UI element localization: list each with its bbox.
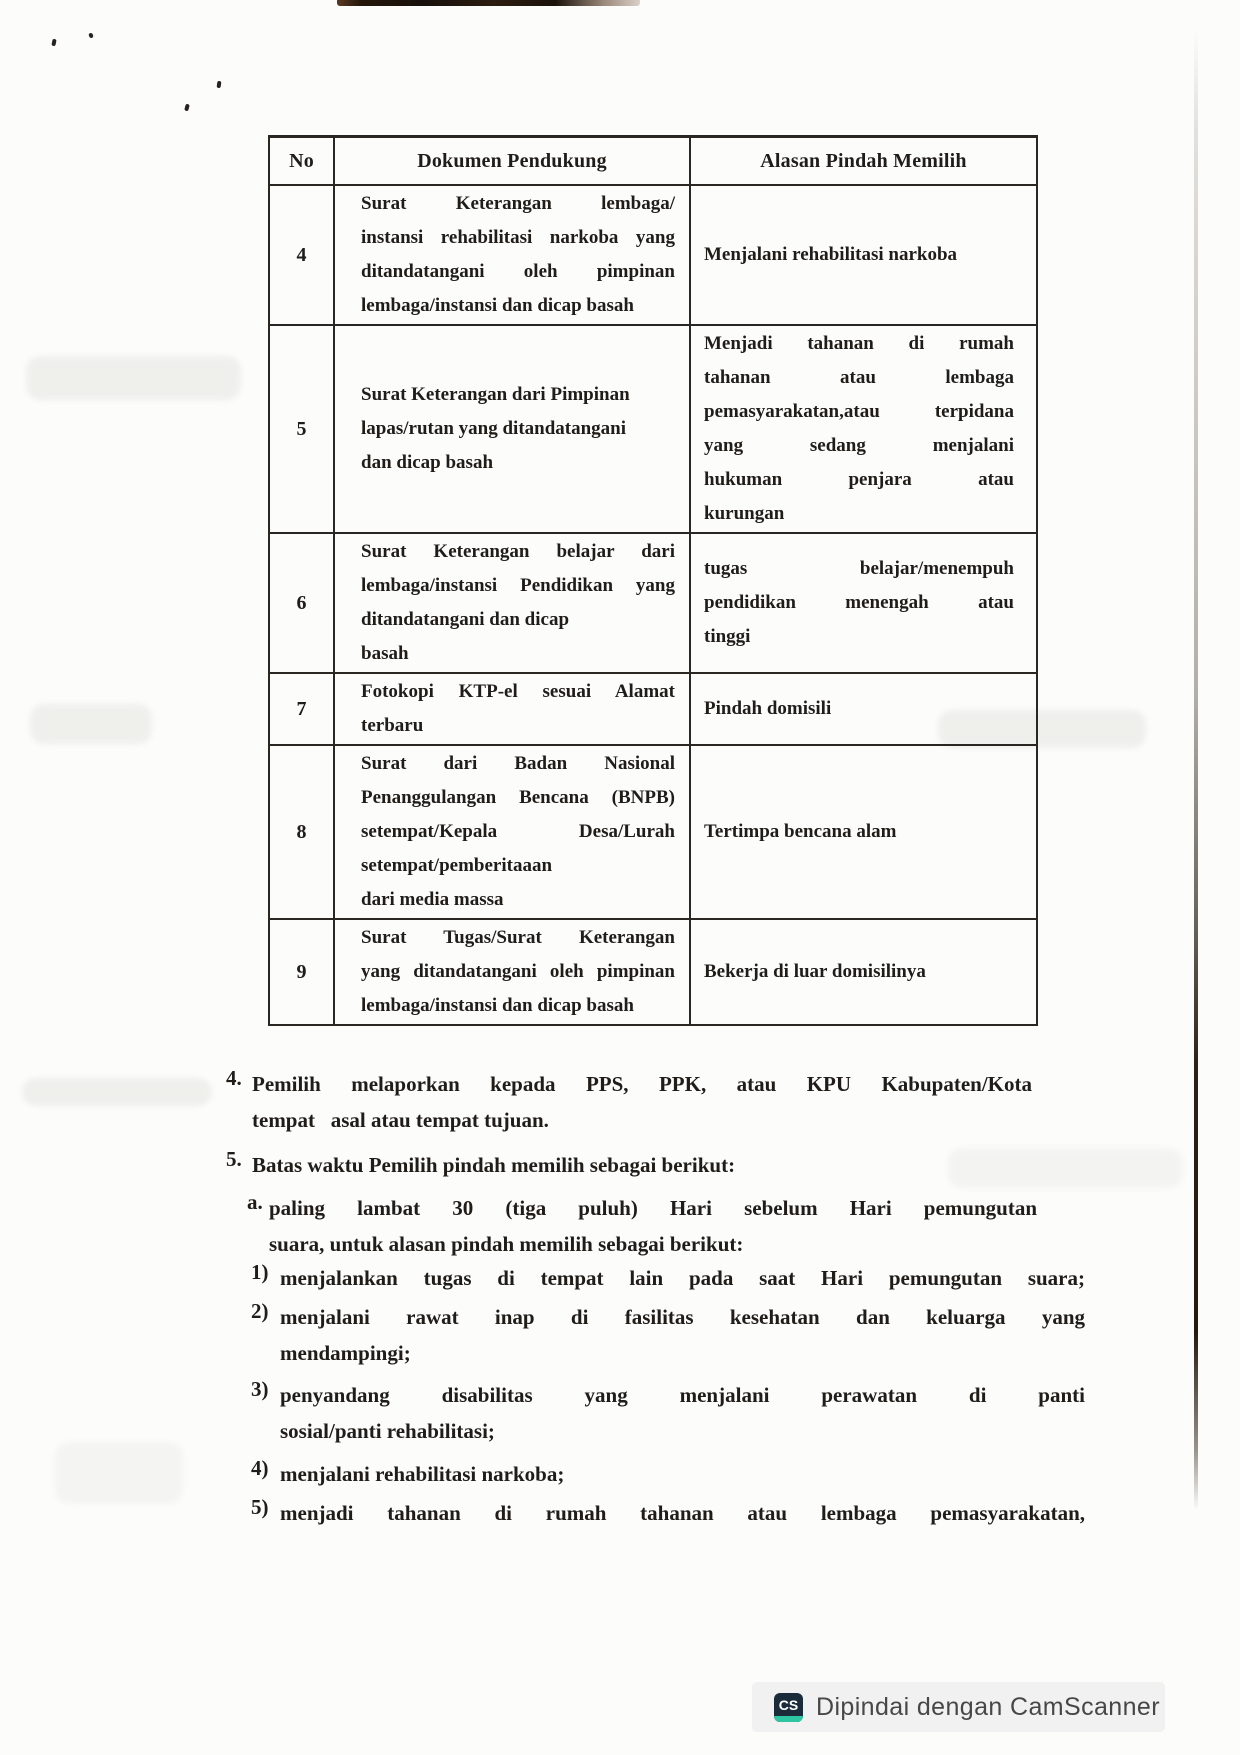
- table-header-cell: Alasan Pindah Memilih: [690, 137, 1037, 186]
- cell-no: 9: [269, 919, 334, 1025]
- text-line: sosial/panti rehabilitasi;: [280, 1419, 495, 1443]
- text-line: setempat/Kepala Desa/Lurah: [361, 821, 675, 842]
- list-item: [226, 1066, 1032, 1138]
- text-line: pemasyarakatan,atau terpidana: [704, 401, 1014, 422]
- text-line: ditandatangani dan dicap: [361, 609, 570, 630]
- text-line: menjalani rehabilitasi narkoba;: [280, 1462, 565, 1486]
- cell-alasan: [690, 919, 1037, 1025]
- text-line: Pindah domisili: [704, 698, 832, 719]
- scan-smudge: [26, 356, 241, 400]
- scan-speck: [217, 81, 222, 88]
- text-line: lembaga/instansi dan dicap basah: [361, 295, 634, 316]
- text-line: mendampingi;: [280, 1341, 411, 1365]
- list-item-lines: [280, 1260, 1085, 1296]
- cell-alasan: [690, 325, 1037, 533]
- text-line: Tertimpa bencana alam: [704, 821, 897, 842]
- text-line: Penanggulangan Bencana (BNPB): [361, 787, 675, 808]
- text-line: Fotokopi KTP-el sesuai Alamat: [361, 681, 675, 702]
- scan-smudge: [22, 1078, 212, 1106]
- list-item: [226, 1147, 1032, 1183]
- text-line: tahanan atau lembaga: [704, 367, 1014, 388]
- cell-alasan: [690, 185, 1037, 325]
- text-line: hukuman penjara atau: [704, 469, 1014, 490]
- text-line: terbaru: [361, 715, 424, 736]
- scan-speck: [88, 32, 93, 38]
- text-line: Batas waktu Pemilih pindah memilih sebagai berikut:: [252, 1153, 736, 1177]
- list-item-label: 4.: [226, 1066, 242, 1090]
- text-line: dari media massa: [361, 889, 504, 910]
- table-header-cell: No: [269, 137, 334, 186]
- list-item: [251, 1299, 1085, 1371]
- document-table: [268, 135, 1038, 1026]
- text-line: yang sedang menjalani: [704, 435, 1014, 456]
- scan-smudge: [30, 704, 152, 744]
- cell-alasan: [690, 673, 1037, 745]
- text-line: kurungan: [704, 503, 785, 524]
- text-line: tempat asal atau tempat tujuan.: [252, 1108, 549, 1132]
- scan-speck: [184, 104, 190, 112]
- scan-page-edge-line: [1194, 28, 1198, 1510]
- cell-dokumen: [334, 185, 690, 325]
- cell-no: 6: [269, 533, 334, 673]
- cell-no: 5: [269, 325, 334, 533]
- scan-smudge: [55, 1442, 183, 1504]
- list-item-lines: [280, 1456, 1085, 1492]
- cell-no: 8: [269, 745, 334, 919]
- cell-alasan: [690, 745, 1037, 919]
- text-line: Surat Tugas/Surat Keterangan: [361, 927, 675, 948]
- list-item: [251, 1495, 1085, 1531]
- text-line: ditandatangani oleh pimpinan: [361, 261, 675, 282]
- cell-dokumen: [334, 325, 690, 533]
- text-line: Surat Keterangan belajar dari: [361, 541, 675, 562]
- list-item-label: 5): [251, 1495, 269, 1519]
- text-line: yang ditandatangani oleh pimpinan: [361, 961, 675, 982]
- text-line: lapas/rutan yang ditandatangani: [361, 418, 627, 439]
- list-item-label: 3): [251, 1377, 269, 1401]
- text-line: lembaga/instansi dan dicap basah: [361, 995, 634, 1016]
- text-line: Bekerja di luar domisilinya: [704, 961, 926, 982]
- text-line: Surat Keterangan lembaga/: [361, 193, 675, 214]
- cell-alasan: [690, 533, 1037, 673]
- list-item-label: 5.: [226, 1147, 242, 1171]
- table-header-cell: Dokumen Pendukung: [334, 137, 690, 186]
- list-item-lines: [252, 1066, 1032, 1138]
- text-line: dan dicap basah: [361, 452, 494, 473]
- text-line: menjalani rawat inap di fasilitas kesehatan dan keluarga yang: [280, 1305, 1085, 1329]
- text-line: tugas belajar/menempuh: [704, 558, 1014, 579]
- list-item: [251, 1377, 1085, 1449]
- text-line: Surat dari Badan Nasional: [361, 753, 675, 774]
- table-body: [269, 185, 1037, 1025]
- list-item: [251, 1456, 1085, 1492]
- text-line: instansi rehabilitasi narkoba yang: [361, 227, 675, 248]
- table-row: [269, 745, 1037, 919]
- camscanner-watermark-text: Dipindai dengan CamScanner: [816, 1692, 1160, 1721]
- text-line: tinggi: [704, 626, 751, 647]
- cell-dokumen: [334, 533, 690, 673]
- list-item-lines: [252, 1147, 1032, 1183]
- text-line: paling lambat 30 (tiga puluh) Hari sebelum Hari pemungutan: [269, 1196, 1037, 1220]
- cell-no: 4: [269, 185, 334, 325]
- cell-dokumen: [334, 745, 690, 919]
- scan-speck: [51, 39, 56, 47]
- list-item-lines: [280, 1299, 1085, 1371]
- list-item: [251, 1260, 1085, 1296]
- table-row: [269, 325, 1037, 533]
- cell-dokumen: [334, 673, 690, 745]
- text-line: lembaga/instansi Pendidikan yang: [361, 575, 675, 596]
- text-line: Surat Keterangan dari Pimpinan: [361, 384, 630, 405]
- cell-no: 7: [269, 673, 334, 745]
- list-item-label: 2): [251, 1299, 269, 1323]
- cell-dokumen: [334, 919, 690, 1025]
- text-line: menjalankan tugas di tempat lain pada saat Hari pemungutan suara;: [280, 1266, 1085, 1290]
- list-item-label: 1): [251, 1260, 269, 1284]
- camscanner-watermark: [752, 1682, 1165, 1732]
- list-item-lines: [280, 1495, 1085, 1531]
- text-line: basah: [361, 643, 409, 664]
- table-row: [269, 533, 1037, 673]
- scan-edge-streak: [337, 0, 640, 6]
- text-line: Menjadi tahanan di rumah: [704, 333, 1014, 354]
- table-row: [269, 185, 1037, 325]
- table-row: [269, 919, 1037, 1025]
- table-head-row: [269, 137, 1037, 186]
- text-line: menjadi tahanan di rumah tahanan atau lembaga pemasyarakatan,: [280, 1501, 1085, 1525]
- text-line: Pemilih melaporkan kepada PPS, PPK, atau KPU Kabupaten/Kota: [252, 1072, 1032, 1096]
- list-item-lines: [269, 1190, 1037, 1262]
- text-line: setempat/pemberitaaan: [361, 855, 553, 876]
- text-line: penyandang disabilitas yang menjalani perawatan di panti: [280, 1383, 1085, 1407]
- list-item: [247, 1190, 1037, 1262]
- table-row: [269, 673, 1037, 745]
- list-item-lines: [280, 1377, 1085, 1449]
- list-item-label: a.: [247, 1190, 263, 1214]
- camscanner-icon: CS: [774, 1693, 803, 1722]
- text-line: pendidikan menengah atau: [704, 592, 1014, 613]
- text-line: suara, untuk alasan pindah memilih sebagai berikut:: [269, 1232, 744, 1256]
- list-item-label: 4): [251, 1456, 269, 1480]
- text-line: Menjalani rehabilitasi narkoba: [704, 244, 958, 265]
